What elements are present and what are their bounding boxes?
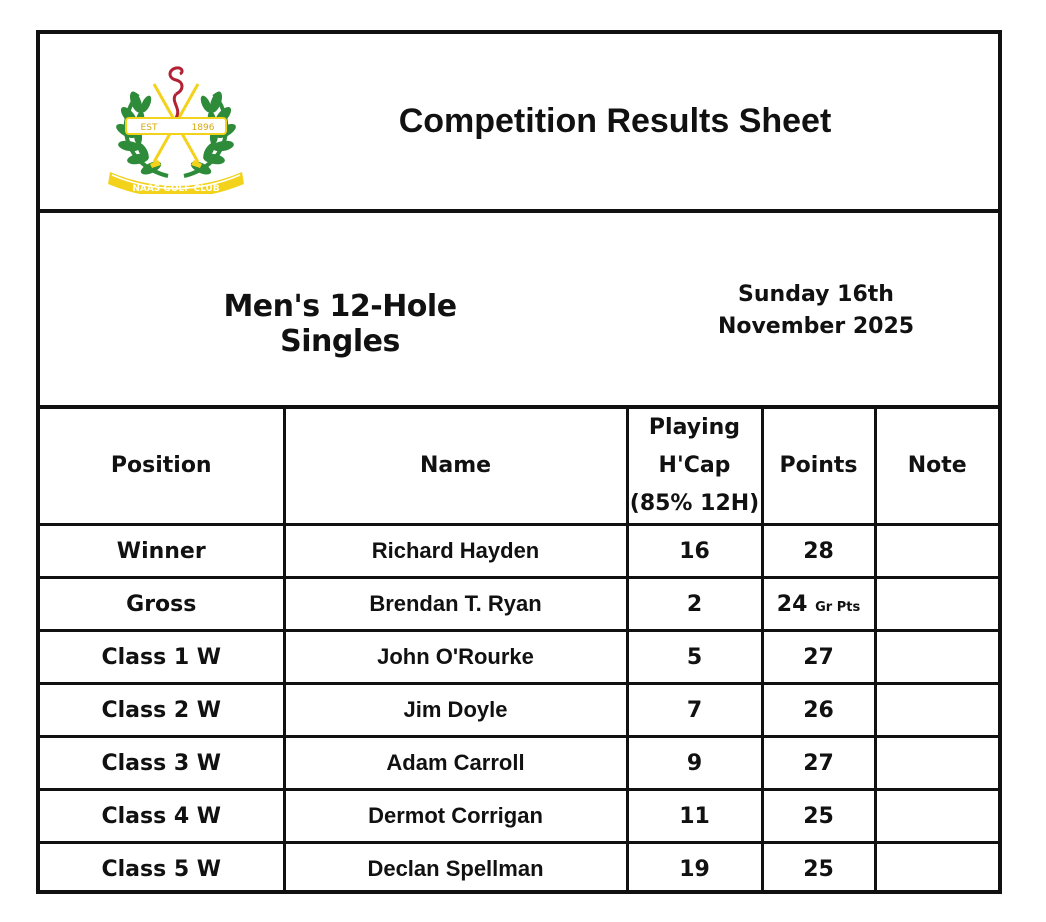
club-logo (96, 54, 256, 194)
cell-position: Class 4 W (40, 790, 284, 843)
header-note: Note (875, 409, 998, 525)
table-row (40, 684, 998, 737)
cell-note (875, 631, 998, 684)
header-hcap-line-1: Playing (648, 415, 741, 440)
header-hcap-line-3: (85% 12H) (629, 491, 760, 516)
sheet-title: Competition Results Sheet (398, 102, 832, 140)
table-row (40, 843, 998, 895)
cell-note (875, 684, 998, 737)
table-row (40, 790, 998, 843)
points-value: 27 (803, 644, 834, 670)
points-suffix: Gr Pts (815, 599, 861, 615)
cell-note (875, 737, 998, 790)
cell-position: Class 5 W (40, 843, 284, 895)
header-name: Name (284, 409, 627, 525)
cell-points (762, 631, 875, 684)
results-table (40, 409, 998, 894)
cell-position: Class 1 W (40, 631, 284, 684)
cell-position: Gross (40, 578, 284, 631)
cell-hcap: 19 (627, 843, 762, 895)
cell-points (762, 790, 875, 843)
cell-position: Winner (40, 525, 284, 578)
cell-name: Richard Hayden (284, 525, 627, 578)
cell-hcap: 11 (627, 790, 762, 843)
cell-points (762, 578, 875, 631)
cell-points (762, 737, 875, 790)
header-hcap (627, 409, 762, 525)
event-date-line-1: Sunday 16th (738, 282, 894, 307)
cell-hcap: 9 (627, 737, 762, 790)
header-row (40, 409, 998, 525)
event-name: Men's 12-Hole Singles (223, 289, 457, 359)
points-value: 24 (776, 591, 808, 617)
cell-hcap: 5 (627, 631, 762, 684)
table-row (40, 631, 998, 684)
cell-note (875, 578, 998, 631)
points-value: 27 (803, 750, 834, 776)
logo-year-text: 1896 (191, 123, 215, 133)
header-hcap-line-2: H'Cap (658, 453, 731, 478)
cell-name: Declan Spellman (284, 843, 627, 895)
logo-club-name: NAAS GOLF CLUB (132, 184, 220, 194)
table-row (40, 525, 998, 578)
event-section (40, 213, 998, 409)
event-date (700, 279, 932, 343)
cell-name: Dermot Corrigan (284, 790, 627, 843)
cell-name: Jim Doyle (284, 684, 627, 737)
cell-name: John O'Rourke (284, 631, 627, 684)
points-value: 28 (803, 538, 834, 564)
logo-est-text: EST (140, 123, 158, 133)
header-points: Points (762, 409, 875, 525)
sheet-header (40, 34, 998, 213)
cell-hcap: 16 (627, 525, 762, 578)
points-value: 26 (803, 697, 834, 723)
results-sheet (36, 30, 1002, 894)
cell-position: Class 3 W (40, 737, 284, 790)
cell-note (875, 525, 998, 578)
cell-position: Class 2 W (40, 684, 284, 737)
event-date-line-2: November 2025 (717, 314, 915, 339)
cell-hcap: 7 (627, 684, 762, 737)
cell-points (762, 525, 875, 578)
cell-name: Brendan T. Ryan (284, 578, 627, 631)
table-row (40, 578, 998, 631)
points-value: 25 (803, 856, 834, 882)
table-row (40, 737, 998, 790)
cell-hcap: 2 (627, 578, 762, 631)
points-value: 25 (803, 803, 834, 829)
cell-note (875, 843, 998, 895)
cell-name: Adam Carroll (284, 737, 627, 790)
header-position: Position (40, 409, 284, 525)
cell-points (762, 843, 875, 895)
cell-note (875, 790, 998, 843)
cell-points (762, 684, 875, 737)
